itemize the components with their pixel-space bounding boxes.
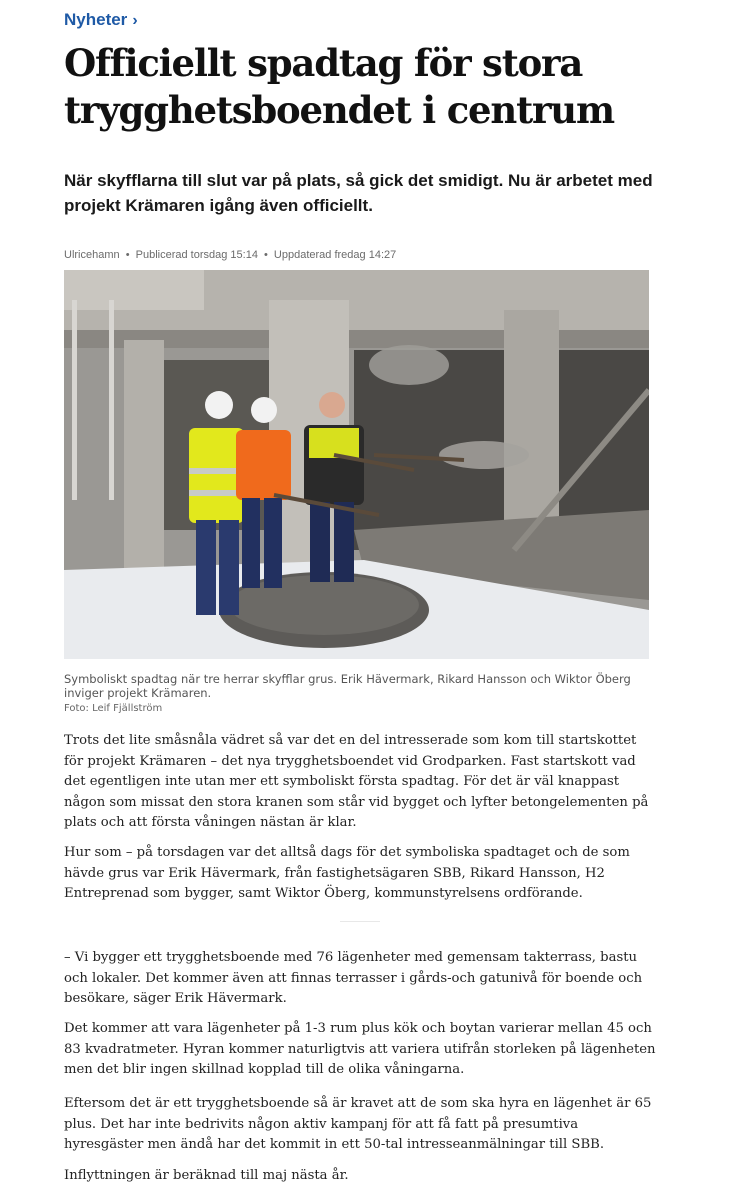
body-paragraph: Hur som – på torsdagen var det alltså dags för det symboliska spadtaget och de som hävde grus var Erik Hävermark, från fastighetsägaren SBB, Rikard Hansson, H2 Entreprenad som bygger, samt Wiktor Öberg, kommunstyrelsens ordförande. — [64, 845, 630, 902]
body-paragraph: Eftersom det är ett trygghetsboende så är kravet att de som ska hyra en lägenhet är 65 plus. Det har inte bedrivits någon aktiv kampanj för att få fatt på presumtiva hyresgäster men ändå har det kommit in ett 50-tal intresseanmälningar till SBB. — [64, 1096, 652, 1153]
category-link-nyheter[interactable] — [64, 10, 138, 30]
photo-caption: Symboliskt spadtag när tre herrar skyfflar grus. Erik Hävermark, Rikard Hansson och Wiktor Öberg inviger projekt Krämaren. — [64, 672, 631, 700]
meta-separator: • — [264, 249, 268, 261]
body-paragraph: – Vi bygger ett trygghetsboende med 76 lägenheter med gemensam takterrass, bastu och lokaler. Det kommer även att finnas terrasser i gårds-och gatunivå för boende och besökare, säger Erik Hävermark. — [64, 950, 643, 1007]
body-paragraph: Det kommer att vara lägenheter på 1-3 rum plus kök och boytan varierar mellan 45 och 83 kvadratmeter. Hyran kommer naturligtvis att variera utifrån storleken på lägenheten men det blir ingen skillnad kopplad till de olika våningarna. — [64, 1021, 656, 1078]
photo-illustration — [64, 270, 649, 659]
article-meta — [64, 249, 396, 261]
meta-updated: Uppdaterad fredag 14:27 — [273, 249, 397, 261]
category-label: Nyheter — [64, 10, 128, 29]
meta-published: Publicerad torsdag 15:14 — [135, 249, 258, 261]
body-paragraph: Trots det lite småsnåla vädret så var det en del intresserade som kom till startskottet för projekt Krämaren – det nya trygghetsboendet vid Grodparken. Fast startskott vad det egentligen inte utan mer ett symboliskt första spadtag. För det är väl knappast någon som missat den stora kranen som står vid bygget och lyfter betongelementen på plats och att första våningen nästan är klar. — [64, 733, 649, 831]
article-lead: När skyfflarna till slut var på plats, så gick det smidigt. Nu är arbetet med projekt Krämaren igång även officiellt. — [64, 171, 653, 215]
meta-location: Ulricehamn — [64, 249, 120, 261]
body-paragraph: Inflyttningen är beräknad till maj nästa år. — [64, 1168, 349, 1183]
content-divider — [340, 921, 380, 922]
article-photo[interactable] — [64, 270, 649, 659]
chevron-right-icon: › — [132, 11, 138, 29]
meta-separator: • — [125, 249, 130, 261]
photo-credit: Foto: Leif Fjällström — [64, 703, 163, 714]
article-headline: Officiellt spadtag för stora trygghetsboendet i centrum — [64, 41, 614, 132]
